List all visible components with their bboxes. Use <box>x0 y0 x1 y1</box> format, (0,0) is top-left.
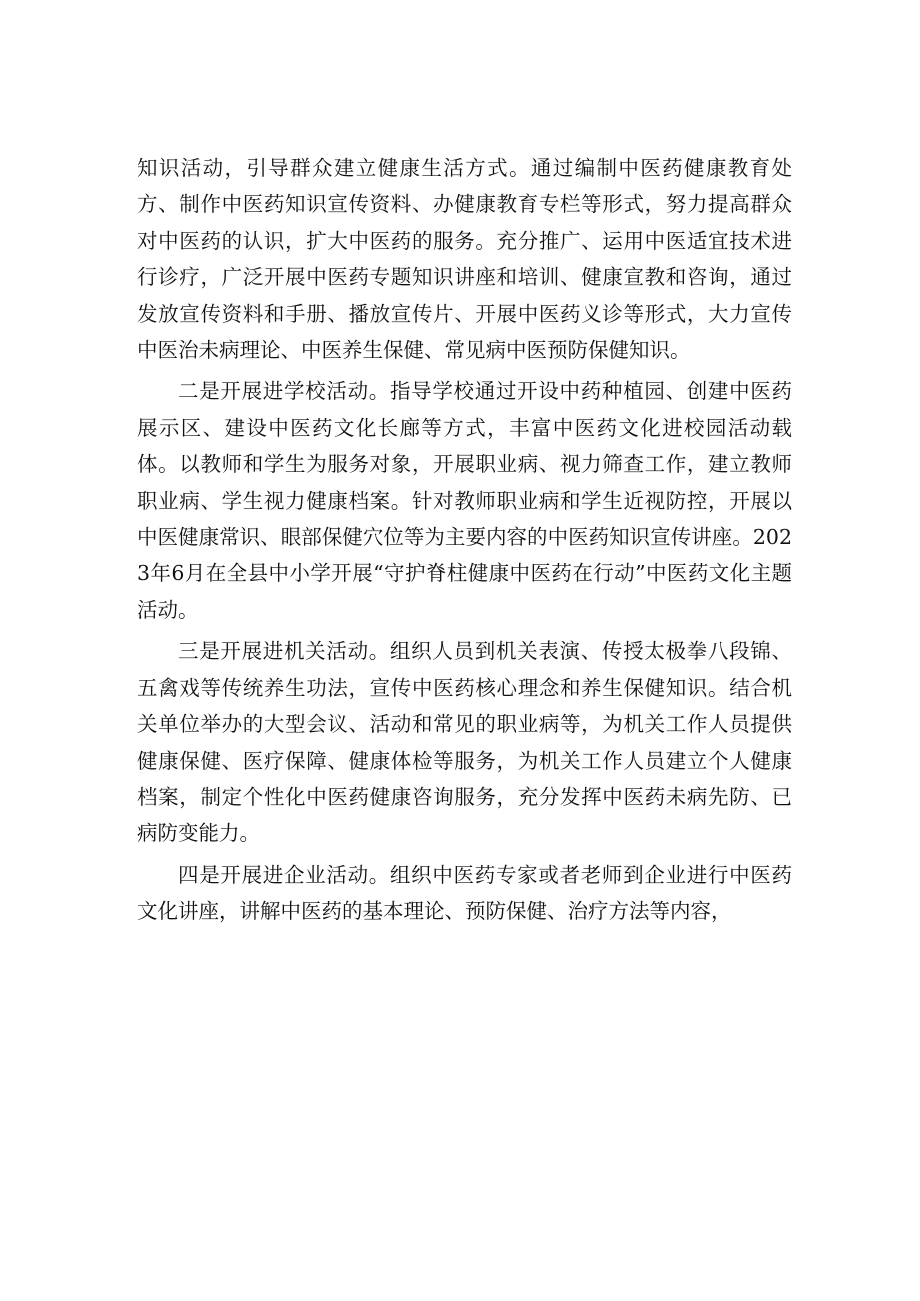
paragraph-schools-activity: 二是开展进学校活动。指导学校通过开设中药种植园、创建中医药展示区、建设中医药文化长廊等方式，丰富中医药文化进校园活动载体。以教师和学生为服务对象，开展职业病、视力筛查工作，建立教师职业病、学生视力健康档案。针对教师职业病和学生近视防控，开展以中医健康常识、眼部保健穴位等为主要内容的中医药知识宣传讲座。2023年6月在全县中小学开展“守护脊柱健康中医药在行动”中医药文化主题活动。 <box>137 379 792 622</box>
paragraph-enterprise-activity: 四是开展进企业活动。组织中医药专家或者老师到企业进行中医药文化讲座，讲解中医药的基本理论、预防保健、治疗方法等内容， <box>137 862 792 924</box>
paragraph-continued-outreach: 知识活动，引导群众建立健康生活方式。通过编制中医药健康教育处方、制作中医药知识宣传资料、办健康教育专栏等形式，努力提高群众对中医药的认识，扩大中医药的服务。充分推广、运用中医适宜技术进行诊疗，广泛开展中医药专题知识讲座和培训、健康宣教和咨询，通过发放宣传资料和手册、播放宣传片、开展中医药义诊等形式，大力宣传中医治未病理论、中医养生保健、常见病中医预防保健知识。 <box>137 156 792 363</box>
paragraph-government-activity: 三是开展进机关活动。组织人员到机关表演、传授太极拳八段锦、五禽戏等传统养生功法，宣传中医药核心理念和养生保健知识。结合机关单位举办的大型会议、活动和常见的职业病等，为机关工作人员提供健康保健、医疗保障、健康体检等服务，为机关工作人员建立个人健康档案，制定个性化中医药健康咨询服务，充分发挥中医药未病先防、已病防变能力。 <box>137 639 792 846</box>
document-body <box>137 150 792 930</box>
